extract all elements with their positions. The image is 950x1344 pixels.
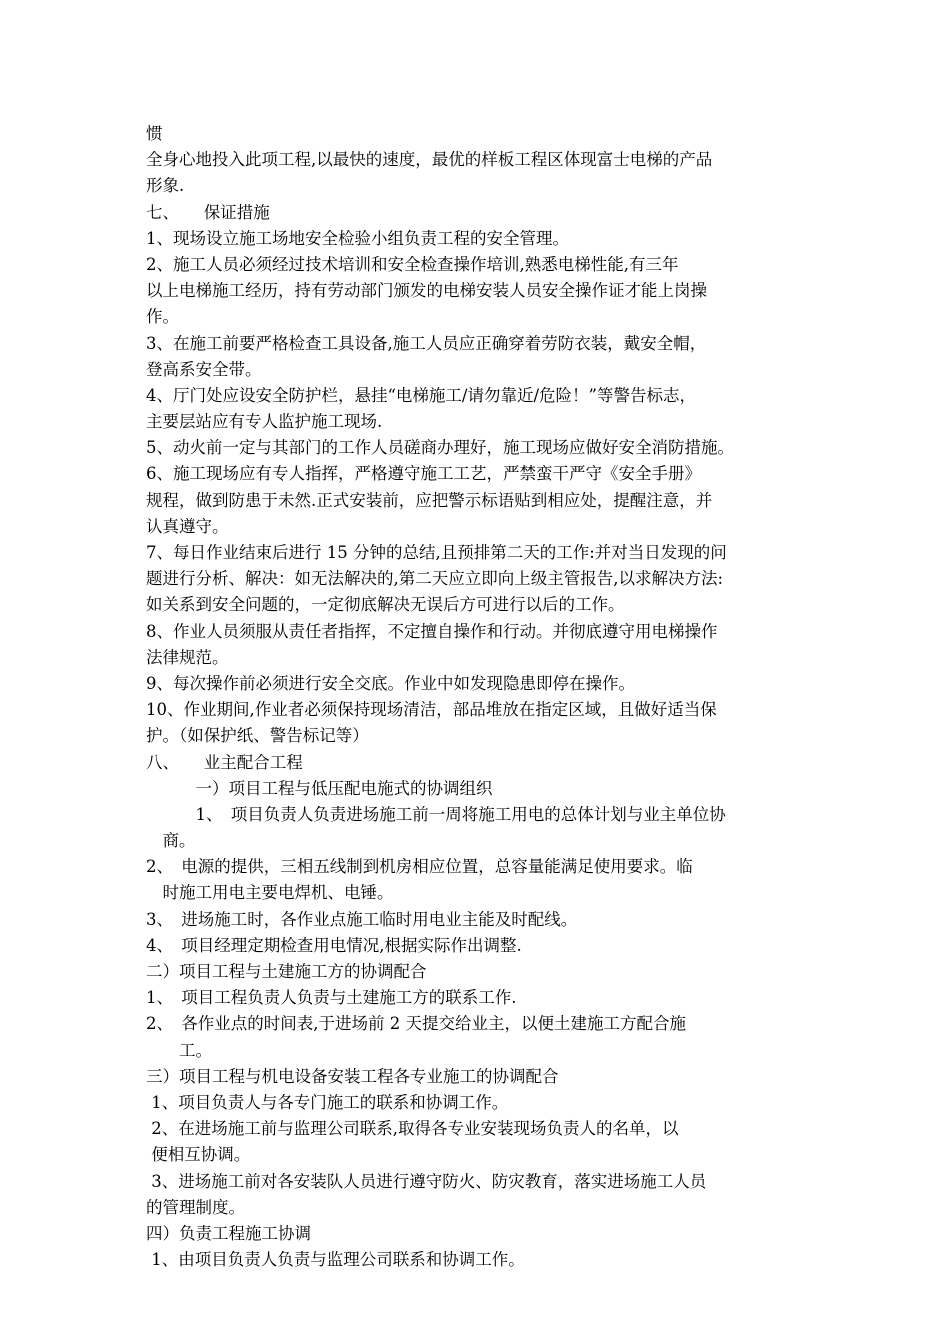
text-line: 形象.	[146, 176, 185, 196]
text-line: 1、 项目负责人负责进场施工前一周将施工用电的总体计划与业主单位协	[146, 804, 726, 824]
text-line: 2、施工人员必须经过技术培训和安全检查操作培训,熟悉电梯性能,有三年	[146, 254, 679, 274]
text-line: 3、 进场施工时，各作业点施工临时用电业主能及时配线。	[146, 909, 578, 929]
text-line: 1、 项目工程负责人负责与土建施工方的联系工作.	[146, 988, 517, 1008]
text-line: 3、进场施工前对各安装队人员进行遵守防火、防灾教育，落实进场施工人员	[146, 1171, 707, 1191]
text-line: 9、每次操作前必须进行安全交底。作业中如发现隐患即停在操作。	[146, 673, 635, 693]
subsection-heading: 三）项目工程与机电设备安装工程各专业施工的协调配合	[146, 1066, 559, 1086]
text-line: 2、 各作业点的时间表,于进场前 2 天提交给业主，以便土建施工方配合施	[146, 1014, 686, 1034]
text-line: 护。（如保护纸、警告标记等）	[146, 726, 369, 746]
text-line: 的管理制度。	[146, 1197, 245, 1217]
text-line: 便相互协调。	[146, 1145, 251, 1165]
text-line: 商。	[146, 831, 196, 851]
subsection-heading: 二）项目工程与土建施工方的协调配合	[146, 962, 427, 981]
text-line: 10、作业期间,作业者必须保持现场清洁，部品堆放在指定区域，且做好适当保	[146, 700, 717, 720]
text-line: 4、厅门处应设安全防护栏，悬挂“电梯施工/请勿靠近/危险！”等警告标志，	[146, 385, 696, 405]
text-line: 如关系到安全问题的，一定彻底解决无误后方可进行以后的工作。	[146, 595, 625, 615]
text-line: 法律规范。	[146, 647, 229, 667]
text-line: 时施工用电主要电焊机、电锤。	[146, 883, 394, 903]
text-line: 4、 项目经理定期检查用电情况,根据实际作出调整.	[146, 935, 522, 955]
subsection-heading: 一）项目工程与低压配电施式的协调组织	[146, 778, 493, 798]
text-line: 6、施工现场应有专人指挥，严格遵守施工工艺，严禁蛮干严守《安全手册》	[146, 464, 701, 484]
text-line: 惯	[146, 124, 163, 143]
text-line: 题进行分析、解决：如无法解决的,第二天应立即向上级主管报告,以求解决方法:	[146, 569, 724, 589]
text-line: 5、动火前一定与其部门的工作人员磋商办理好，施工现场应做好安全消防措施。	[146, 438, 734, 458]
text-line: 以上电梯施工经历，持有劳动部门颁发的电梯安装人员安全操作证才能上岗操	[146, 281, 707, 301]
text-line: 登高系安全带。	[146, 359, 262, 379]
text-line: 作。	[146, 307, 179, 327]
section-heading: 八、 业主配合工程	[146, 752, 303, 772]
subsection-heading: 四）负责工程施工协调	[146, 1223, 311, 1243]
text-line: 工。	[146, 1040, 212, 1060]
text-line: 1、现场设立施工场地安全检验小组负责工程的安全管理。	[146, 228, 569, 248]
text-line: 2、在进场施工前与监理公司联系,取得各专业安装现场负责人的名单，以	[146, 1119, 679, 1139]
text-line: 规程，做到防患于未然.正式安装前，应把警示标语贴到相应处，提醒注意，并	[146, 490, 713, 510]
text-line: 7、每日作业结束后进行 15 分钟的总结,且预排第二天的工作:并对当日发现的问	[146, 543, 727, 562]
text-line: 认真遵守。	[146, 516, 229, 536]
text-line: 1、项目负责人与各专门施工的联系和协调工作。	[146, 1092, 509, 1112]
text-line: 2、 电源的提供，三相五线制到机房相应位置，总容量能满足使用要求。临	[146, 857, 693, 877]
document-body	[146, 121, 836, 1273]
section-heading: 七、 保证措施	[146, 202, 270, 222]
text-line: 1、由项目负责人负责与监理公司联系和协调工作。	[146, 1250, 525, 1270]
text-line: 8、作业人员须服从责任者指挥，不定擅自操作和行动。并彻底遵守用电梯操作	[146, 621, 718, 641]
text-line: 主要层站应有专人监护施工现场.	[146, 412, 383, 432]
text-line: 全身心地投入此项工程,以最快的速度，最优的样板工程区体现富士电梯的产品	[146, 150, 713, 170]
text-line: 3、在施工前要严格检查工具设备,施工人员应正确穿着劳防衣装，戴安全帽，	[146, 333, 707, 353]
